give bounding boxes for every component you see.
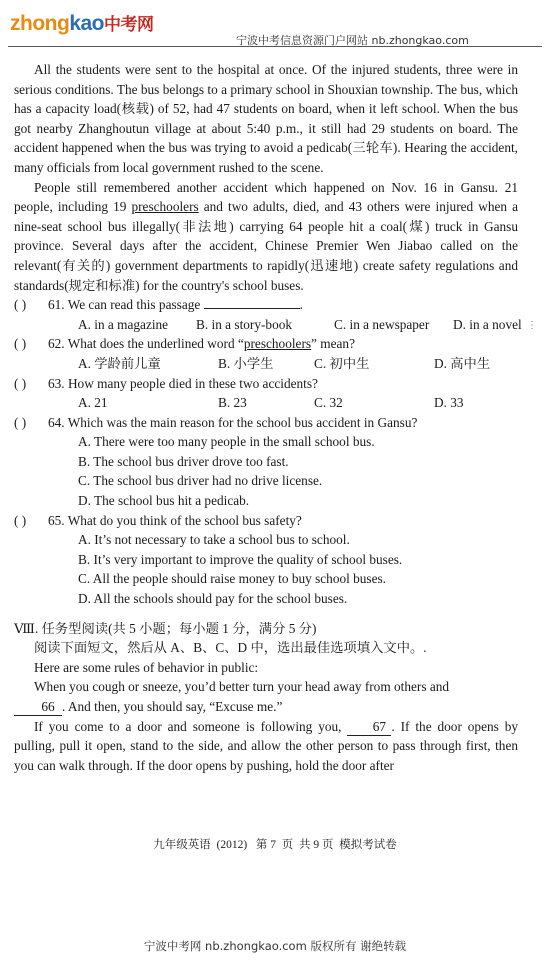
document-body xyxy=(14,60,522,775)
question-stem: 65. What do you think of the school bus safety? xyxy=(48,512,302,528)
section-8-title: Ⅷ. 任务型阅读(共 5 小题；每小题 1 分，满分 5 分) xyxy=(14,620,317,636)
answer-bracket: ( ) xyxy=(14,336,27,352)
question-stem: 62. What does the underlined word “ xyxy=(48,336,244,352)
section-8-paragraph-1 xyxy=(14,677,518,716)
passage-text: When you cough or sneeze, you’d better turn your head away from others and xyxy=(34,679,450,695)
passage-text: . And then, you should say, “Excuse me.” xyxy=(62,699,283,714)
question-stem: ” mean? xyxy=(311,336,355,352)
option-c: C. 32 xyxy=(314,395,343,411)
option-a: A. It’s not necessary to take a school bus to school. xyxy=(78,532,350,548)
section-8-intro: Here are some rules of behavior in public: xyxy=(34,659,259,675)
blank-66: 66 xyxy=(14,699,62,716)
passage-paragraph-1: All the students were sent to the hospital at once. Of the injured students, three were in serious conditions. The bus belongs to a primary school in Shouxian township. The bus, which has a capacity load(核载) of 52, had 47 students on board, when it left school. When the bus got nearby Zhanghoutun village at about 5:40 p.m., it still had 29 students on board. The accident happened when the bus was trying to avoid a pedicab(三轮车). Hearing the accident, many officials from local government rushed to the scene. xyxy=(14,62,518,175)
option-b: B. The school bus driver drove too fast. xyxy=(78,453,289,469)
option-c: C. All the people should raise money to buy school buses. xyxy=(78,571,387,587)
question-61 xyxy=(14,295,518,315)
passage-text: and two adults, died, and 43 others were injured when a nine-seat school bus illegally(非法地) carrying 64 people hit a coal(煤) truck in Gansu province. Several days after the accident, Chinese Premier Wen Jiabao called on the relevant(有关的) government departments to rapidly(迅速地) create safety regulations and standards(规定和标准) for the country's school buses. xyxy=(14,199,518,293)
logo-text-kao: kao xyxy=(69,12,104,35)
passage-text: People still remembered another accident which happened on Nov. 16 in Gansu. 21 people, including 19 xyxy=(14,179,518,215)
question-underlined-word: preschoolers xyxy=(243,336,312,352)
question-63 xyxy=(14,374,518,394)
option-d: D. 33 xyxy=(434,395,464,411)
site-logo[interactable] xyxy=(10,10,154,36)
question-65 xyxy=(14,511,518,531)
underlined-word: preschoolers xyxy=(131,199,199,215)
question-64 xyxy=(14,413,518,433)
question-62 xyxy=(14,334,518,354)
passage-paragraph-2 xyxy=(14,178,518,296)
section-8-instruction: 阅读下面短文，然后从 A、B、C、D 中，选出最佳选项填入文中。. xyxy=(34,640,427,656)
header-divider xyxy=(8,46,542,47)
header-site-text: 宁波中考信息资源门户网站 nb.zhongkao.com xyxy=(236,34,469,47)
page-header xyxy=(0,0,550,52)
question-stem: 64. Which was the main reason for the school bus accident in Gansu? xyxy=(48,414,418,430)
answer-blank xyxy=(204,295,300,309)
option-a: A. 学龄前儿童 xyxy=(78,355,161,371)
options-63 xyxy=(78,393,518,413)
answer-bracket: ( ) xyxy=(14,414,27,430)
margin-mark: ⋮ xyxy=(527,320,537,331)
passage-text: If you come to a door and someone is following you, xyxy=(34,718,348,734)
option-d: D. 高中生 xyxy=(434,355,491,371)
options-61 xyxy=(78,315,522,335)
answer-bracket: ( ) xyxy=(14,512,27,528)
answer-bracket: ( ) xyxy=(14,375,27,391)
option-a: A. There were too many people in the small school bus. xyxy=(78,434,375,450)
section-8-paragraph-2 xyxy=(14,717,518,776)
answer-bracket: ( ) xyxy=(14,297,27,313)
question-stem-tail: . xyxy=(299,297,303,313)
question-stem: 63. How many people died in these two accidents? xyxy=(48,375,318,391)
site-footer: 宁波中考网 nb.zhongkao.com 版权所有 谢绝转载 xyxy=(143,939,407,953)
option-b: B. It’s very important to improve the quality of school buses. xyxy=(78,551,403,567)
option-a: A. 21 xyxy=(78,395,108,411)
option-b: B. in a story-book xyxy=(196,316,293,332)
option-a: A. in a magazine xyxy=(78,316,169,332)
option-c: C. 初中生 xyxy=(314,355,370,371)
options-62 xyxy=(78,354,518,374)
option-c: C. The school bus driver had no drive license. xyxy=(78,473,323,489)
option-d: D. All the schools should pay for the school buses. xyxy=(78,591,348,607)
passage-text: . If the door opens by pulling, pull it open, stand to the side, and allow the other person to pass through first, then you can walk through. If the door opens by pushing, hold the door after xyxy=(14,718,518,773)
logo-text-zhong: zhong xyxy=(10,12,70,35)
blank-67: 67 xyxy=(347,719,391,736)
option-d: D. in a novel xyxy=(453,316,522,332)
page-footer: 九年级英语 (2012) 第 7 页 共 9 页 模拟考试卷 xyxy=(153,839,397,851)
option-b: B. 小学生 xyxy=(218,355,274,371)
logo-text-cn: 中考网 xyxy=(104,15,154,34)
option-c: C. in a newspaper xyxy=(334,316,430,332)
option-b: B. 23 xyxy=(218,395,247,411)
question-stem: 61. We can read this passage xyxy=(48,297,201,313)
option-d: D. The school bus hit a pedicab. xyxy=(78,493,250,509)
